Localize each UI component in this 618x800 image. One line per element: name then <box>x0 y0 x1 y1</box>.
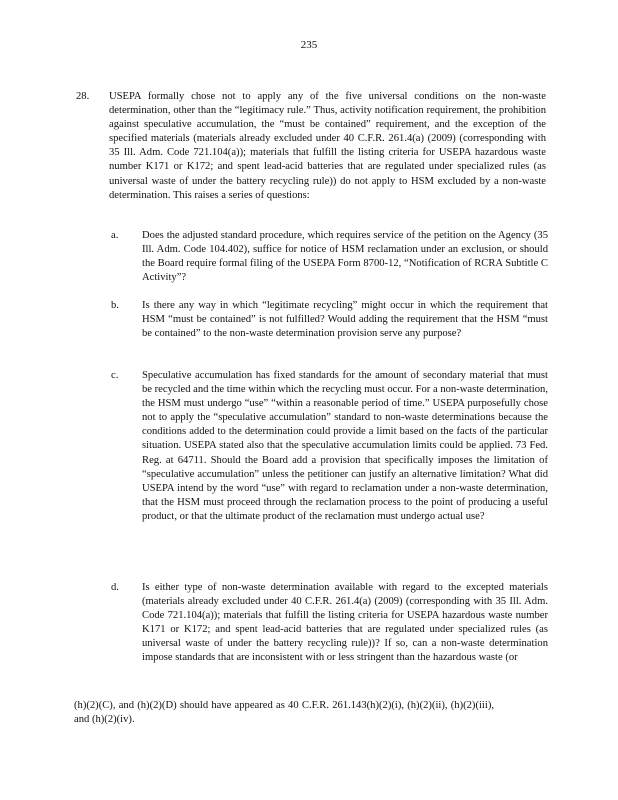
question-c <box>111 369 548 524</box>
question-text: Does the adjusted standard procedure, which requires service of the petition on the Agency (35 Ill. Adm. Code 104.402), suffice for notice of HSM reclamation under an exclusion, or should the Board require formal filing of the USEPA Form 8700-12, “Notification of RCRA Subtitle C Activity”? <box>142 230 548 284</box>
numbered-paragraph-28 <box>76 90 546 203</box>
page-number: 235 <box>300 39 318 51</box>
question-b <box>111 299 548 341</box>
question-letter: d. <box>111 582 119 593</box>
question-text: Speculative accumulation has fixed standards for the amount of secondary material that must be recycled and the time within which the recycling must occur. For a non-waste determination, the HSM must undergo “use” “within a reasonable period of time.” USEPA purposefully chose not to apply the “speculative accumulation” standard to non-waste determinations because the conditions added to the determination could provide a limit based on the facts of the particular situation. USEPA stated also that the speculative accumulation limits could be applied. 73 Fed. Reg. at 64711. Should the Board add a provision that specifically imposes the limitation of “speculative accumulation” unless the petitioner can justify an alternative limitation? What did USEPA intend by the word “use” with regard to reclamation under a non-waste determination, that the HSM must proceed through the reclamation process to the point of producing a useful product, or that the ultimate product of the reclamation must undergo actual use? <box>142 370 548 522</box>
question-letter: a. <box>111 230 119 241</box>
question-a <box>111 229 548 285</box>
paragraph-number: 28. <box>76 91 90 102</box>
footnote-continuation: (h)(2)(C), and (h)(2)(D) should have appeared as 40 C.F.R. 261.143(h)(2)(i), (h)(2)(ii), (h)(2)(iii), and (h)(2)(iv). <box>74 700 494 726</box>
question-d <box>111 581 548 666</box>
question-letter: b. <box>111 300 119 311</box>
question-text: Is either type of non-waste determination available with regard to the excepted materials (materials already excluded under 40 C.F.R. 261.4(a) (2009) (corresponding with 35 Ill. Adm. Code 721.104(a)); materials that fulfill the listing criteria for USEPA hazardous waste number K171 or K172; and spent lead-acid batteries that are regulated under specialized rules (as universal waste of under the battery recycling rule))? If so, can a non-waste determination impose standards that are inconsistent with or less stringent than the hazardous waste (or <box>142 582 548 664</box>
question-letter: c. <box>111 370 119 381</box>
question-text: Is there any way in which “legitimate recycling” might occur in which the requirement that HSM “must be contained” is not fulfilled? Would adding the requirement that the HSM “must be contained” to the non-waste determination provision serve any purpose? <box>142 300 548 340</box>
paragraph-text: USEPA formally chose not to apply any of the five universal conditions on the non-waste determination, other than the “legitimacy rule.” Thus, activity notification requirement, the prohibition against speculative accumulation, the “must be contained” requirement, and the exception of the specified materials (materials already excluded under 40 C.F.R. 261.4(a) (2009) (corresponding with 35 Ill. Adm. Code 721.104(a)); materials that fulfill the listing criteria for USEPA hazardous waste number K171 or K172; and spent lead-acid batteries that are regulated under specialized rules (as universal waste of under the battery recycling rule)) do not apply to HSM excluded by a non-waste determination. This raises a series of questions: <box>109 91 546 201</box>
